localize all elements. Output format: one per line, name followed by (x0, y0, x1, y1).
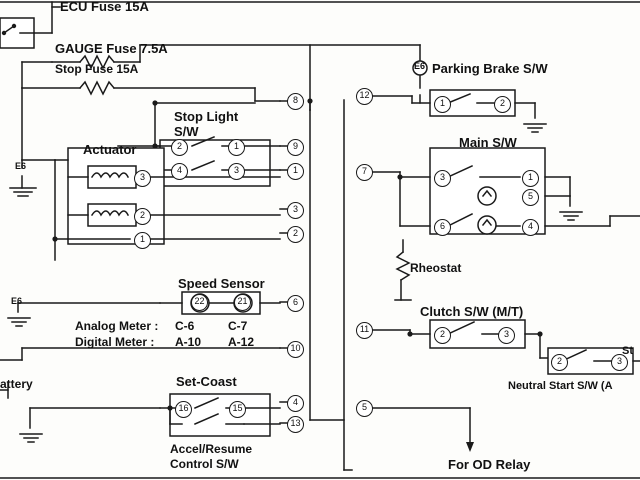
analog-meter-value-1: C-6 (175, 319, 195, 333)
speed-sensor-label: Speed Sensor (178, 276, 265, 291)
neutral-start-terminal-3[interactable]: 3 (611, 354, 628, 371)
gauge-fuse-label: GAUGE Fuse 7.5A (55, 41, 168, 56)
main-sw-terminal-6[interactable]: 6 (434, 219, 451, 236)
clutch-sw-label: Clutch S/W (M/T) (420, 304, 524, 319)
ecu-pin-3[interactable]: 3 (287, 202, 304, 219)
main-sw-terminal-1[interactable]: 1 (522, 170, 539, 187)
accel-resume-label-line2: Control S/W (170, 457, 239, 471)
main-sw-terminal-5[interactable]: 5 (522, 189, 539, 206)
actuator-label: Actuator (83, 142, 137, 157)
set-coast-terminal-16[interactable]: 16 (175, 401, 192, 418)
parking-brake-terminal-1[interactable]: 1 (434, 96, 451, 113)
main-sw-terminal-4[interactable]: 4 (522, 219, 539, 236)
stop-light-terminal-1[interactable]: 1 (228, 139, 245, 156)
parking-brake-terminal-2[interactable]: 2 (494, 96, 511, 113)
set-coast-terminal-15[interactable]: 15 (229, 401, 246, 418)
ecu-fuse-label: ECU Fuse 15A (60, 0, 149, 14)
stop-light-terminal-4[interactable]: 4 (171, 163, 188, 180)
ground-label-e6-top: E6 (15, 161, 27, 171)
stop-light-terminal-3[interactable]: 3 (228, 163, 245, 180)
neutral-start-sw-label: Neutral Start S/W (A (508, 380, 613, 392)
neutral-start-terminal-2[interactable]: 2 (551, 354, 568, 371)
ecu-pin-6[interactable]: 6 (287, 295, 304, 312)
digital-meter-value-1: A-10 (175, 335, 202, 349)
ecu-pin-2[interactable]: 2 (287, 226, 304, 243)
ecu-pin-13[interactable]: 13 (287, 416, 304, 433)
speed-sensor-terminal-21[interactable]: 21 (234, 294, 251, 311)
digital-meter-value-2: A-12 (228, 335, 255, 349)
analog-meter-label: Analog Meter : (75, 319, 159, 333)
ecu-pin-10[interactable]: 10 (287, 341, 304, 358)
ground-label-e6-parking: E6 (414, 61, 426, 71)
od-relay-note: For OD Relay (448, 457, 531, 472)
ecu-pin-5[interactable]: 5 (356, 400, 373, 417)
actuator-terminal-3[interactable]: 3 (134, 170, 151, 187)
ecu-pin-11[interactable]: 11 (356, 322, 373, 339)
accel-resume-label-line1: Accel/Resume (170, 442, 253, 456)
battery-label: attery (0, 377, 33, 391)
ecu-pin-9[interactable]: 9 (287, 139, 304, 156)
ecu-pin-1[interactable]: 1 (287, 163, 304, 180)
ecu-pin-7[interactable]: 7 (356, 164, 373, 181)
ecu-pin-4[interactable]: 4 (287, 395, 304, 412)
rheostat-label: Rheostat (410, 261, 462, 275)
stop-light-sw-label-line2: S/W (174, 124, 199, 139)
ecu-pin-12[interactable]: 12 (356, 88, 373, 105)
ecu-pin-8[interactable]: 8 (287, 93, 304, 110)
clutch-sw-terminal-3[interactable]: 3 (498, 327, 515, 344)
main-sw-label: Main S/W (459, 135, 517, 150)
analog-meter-value-2: C-7 (228, 319, 248, 333)
actuator-terminal-1[interactable]: 1 (134, 232, 151, 249)
stop-light-terminal-2[interactable]: 2 (171, 139, 188, 156)
set-coast-label: Set-Coast (176, 374, 237, 389)
speed-sensor-terminal-22[interactable]: 22 (191, 294, 208, 311)
main-sw-terminal-3[interactable]: 3 (434, 170, 451, 187)
stop-light-sw-label-line1: Stop Light (174, 109, 239, 124)
start-label: St (622, 345, 633, 357)
clutch-sw-terminal-2[interactable]: 2 (434, 327, 451, 344)
stop-fuse-label: Stop Fuse 15A (55, 62, 139, 76)
parking-brake-sw-label: Parking Brake S/W (432, 61, 548, 76)
actuator-terminal-2[interactable]: 2 (134, 208, 151, 225)
digital-meter-label: Digital Meter : (75, 335, 155, 349)
ground-label-e6-sensor: E6 (11, 296, 23, 306)
